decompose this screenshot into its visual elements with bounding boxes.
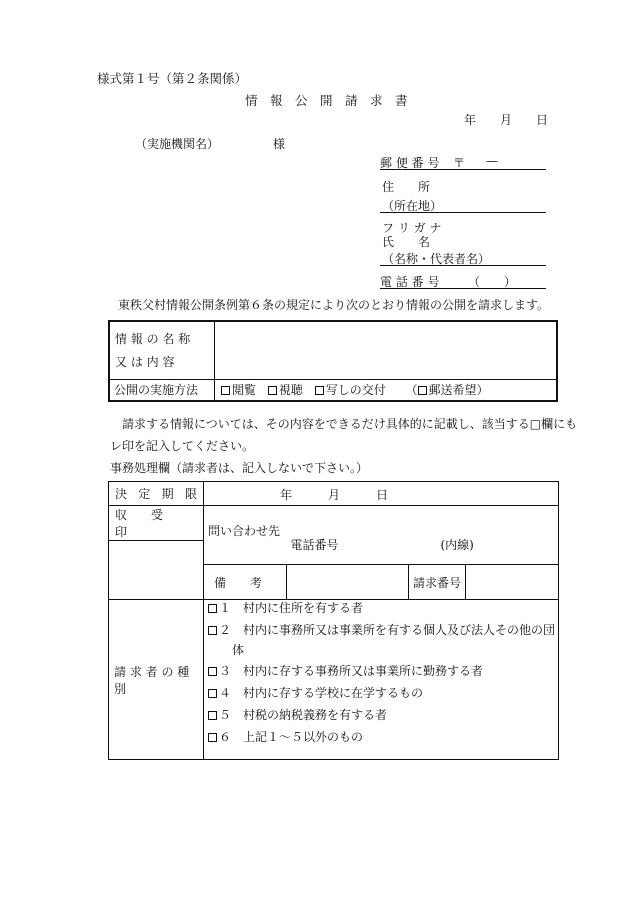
request-number-label: 請求番号: [409, 565, 466, 600]
date-month-label: 月: [500, 113, 513, 127]
requester-type-3[interactable]: ３ 村内に存する事務所又は事業所に勤務する者: [208, 662, 483, 679]
date-year-label: 年: [464, 113, 477, 127]
postal-dash: —: [486, 154, 498, 168]
deadline-label-cell: [109, 482, 204, 506]
phone-field[interactable]: [380, 273, 546, 289]
method-option-listen[interactable]: 視聴: [268, 383, 303, 397]
instruction-line-2: レ印を記入してください。: [110, 439, 255, 453]
requester-type-2-continued: 体: [232, 643, 245, 657]
checkbox-icon: [208, 689, 217, 698]
address-label: 住 所: [382, 180, 431, 194]
info-content-input[interactable]: [215, 321, 558, 379]
name-label: 氏 名: [382, 235, 431, 249]
requester-type-2[interactable]: ２ 村内に事務所又は事業所を有する個人及び法人その他の団: [208, 621, 555, 638]
deadline-label: 決 定 期 限: [115, 487, 197, 501]
page-title: 情 報 公 開 請 求 書: [245, 93, 408, 108]
requester-type-6[interactable]: ６ 上記１～５以外のもの: [208, 728, 363, 745]
checkbox-icon: [418, 386, 427, 395]
intro-text: 東秩父村情報公開条例第６条の規定により次のとおり情報の公開を請求します。: [118, 298, 550, 312]
inquiry-extension-label: (内線): [440, 538, 474, 552]
info-name-label: 情 報 の 名 称: [115, 332, 191, 347]
deadline-day: 日: [376, 488, 389, 502]
requester-type-label-cell: [109, 600, 204, 760]
inquiry-value[interactable]: [287, 506, 559, 565]
inquiry-label: 問い合わせ先: [208, 523, 281, 538]
requester-type-4[interactable]: ４ 村内に存する学校に在学するもの: [208, 684, 423, 701]
representative-label: （名称・代表者名）: [382, 252, 491, 266]
method-option-copy[interactable]: 写しの交付: [315, 383, 386, 397]
inquiry-label-cell: [204, 506, 287, 565]
honorific-label: 様: [273, 137, 286, 151]
address-field[interactable]: [380, 197, 546, 213]
checkbox-icon: [208, 711, 217, 720]
form-number: 様式第１号（第２条関係）: [97, 71, 248, 86]
info-name-label-cell: [109, 321, 215, 379]
remarks-label: 備 考: [214, 575, 263, 590]
checkbox-icon: [208, 626, 217, 635]
method-label: 公開の実施方法: [109, 379, 215, 401]
received-stamp-label-cell: [109, 506, 204, 541]
deadline-year: 年: [280, 488, 293, 502]
phone-label: 電 話 番 号: [380, 275, 440, 289]
checkbox-icon: [221, 386, 230, 395]
remarks-value[interactable]: [287, 565, 409, 600]
addressee-label: （実施機関名）: [135, 137, 220, 151]
checkbox-icon: [315, 386, 324, 395]
instruction-line-1: 請求する情報については、その内容をできるだけ具体的に記載し、該当する□欄にも: [122, 417, 578, 431]
requester-type-label: 請 求 者 の 種 別: [114, 664, 190, 696]
date-day-label: 日: [536, 113, 549, 127]
office-use-caption: 事務処理欄（請求者は、記入しないで下さい。）: [110, 461, 369, 475]
request-number-value[interactable]: [466, 565, 559, 600]
info-request-table: [108, 320, 558, 402]
checkbox-icon: [208, 604, 217, 613]
location-label: （所在地）: [382, 199, 443, 213]
deadline-value[interactable]: [204, 482, 559, 506]
received-stamp-area[interactable]: [109, 541, 204, 600]
name-field[interactable]: [380, 250, 546, 266]
postal-code-field[interactable]: [380, 154, 546, 170]
requester-type-5[interactable]: ５ 村税の納税義務を有する者: [208, 706, 387, 723]
checkbox-icon: [268, 386, 277, 395]
checkbox-icon: [208, 667, 217, 676]
method-option-view[interactable]: 閲覧: [221, 383, 256, 397]
inquiry-phone-label: 電話番号: [290, 538, 339, 552]
deadline-month: 月: [328, 488, 341, 502]
remarks-label-cell: [204, 565, 287, 600]
received-stamp-label: 収 受 印: [115, 508, 188, 539]
postal-mark: 〒: [453, 156, 466, 170]
checkbox-icon: [208, 733, 217, 742]
method-option-mail[interactable]: （ 郵送希望）: [405, 383, 489, 398]
phone-area-paren: （ ）: [468, 275, 517, 289]
requester-type-1[interactable]: １ 村内に住所を有する者: [208, 599, 363, 616]
method-options: [215, 379, 558, 401]
info-content-label: 又 は 内 容: [115, 355, 175, 370]
furigana-label: フ リ ガ ナ: [382, 221, 442, 235]
postal-code-label: 郵 便 番 号: [380, 156, 440, 170]
